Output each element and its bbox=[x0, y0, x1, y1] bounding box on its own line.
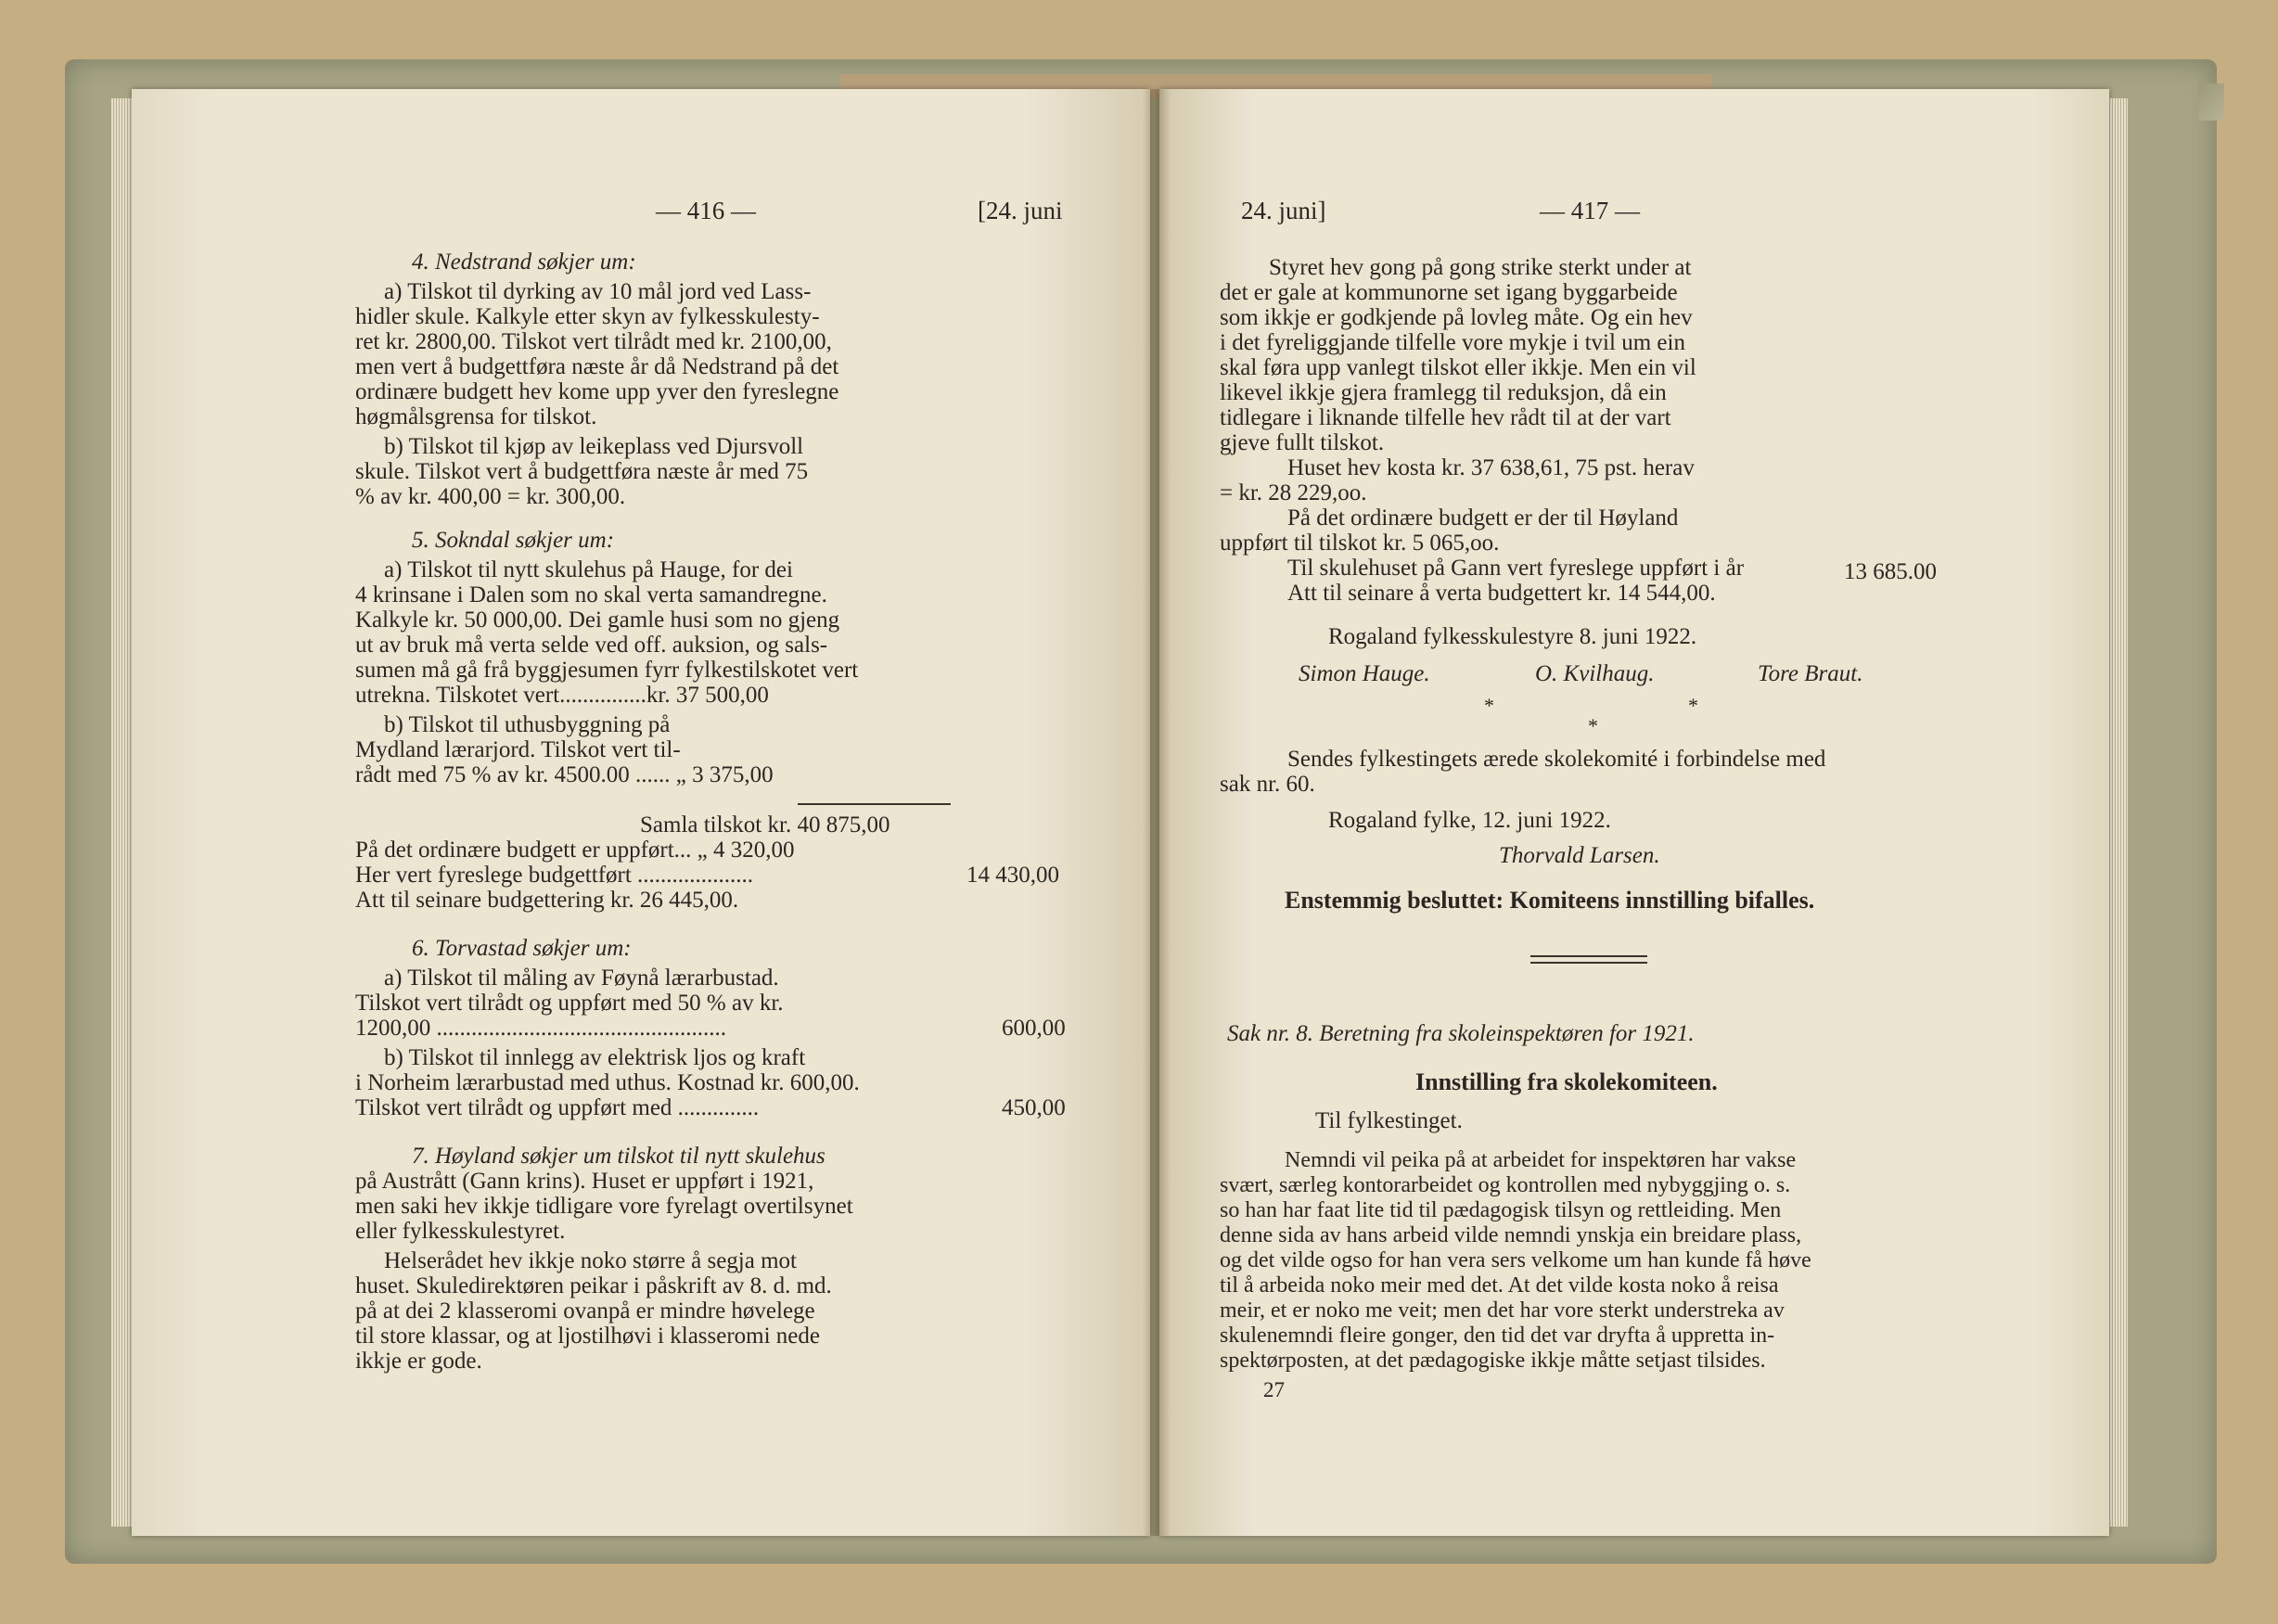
line: sak nr. 60. bbox=[1220, 772, 1315, 797]
section-6-heading: 6. Torvastad søkjer um: bbox=[412, 936, 632, 961]
line: På det ordinære budgett er der til Høyland bbox=[1287, 505, 1679, 531]
line: i Norheim lærarbustad med uthus. Kostnad kr. 600,00. bbox=[355, 1070, 860, 1095]
line: spektørposten, at det pædagogiske ikkje måtte setjast tilsides. bbox=[1220, 1349, 1766, 1373]
line: utrekna. Tilskotet vert...............kr. 37 500,00 bbox=[355, 683, 769, 708]
line: gjeve fullt tilskot. bbox=[1220, 430, 1385, 455]
right-page-number: — 417 — bbox=[1540, 197, 1640, 224]
addressee: Til fylkestinget. bbox=[1315, 1108, 1463, 1133]
divider bbox=[1530, 962, 1647, 964]
line: 4 krinsane i Dalen som no skal verta samandregne. bbox=[355, 582, 827, 607]
line: 1200,00 .................................................. bbox=[355, 1016, 726, 1041]
right-page-edges bbox=[2107, 98, 2128, 1527]
line: Sendes fylkestingets ærede skolekomité i forbindelse med bbox=[1287, 747, 1826, 772]
signature-mark: 27 bbox=[1263, 1378, 1285, 1401]
board-date: Rogaland fylkesskulestyre 8. juni 1922. bbox=[1328, 624, 1697, 649]
line: Tilskot vert tilrådt og uppført med .............. bbox=[355, 1095, 760, 1120]
line: Helserådet hev ikkje noko større å segja mot bbox=[384, 1248, 797, 1273]
line: til store klassar, og at ljostilhøvi i klasseromi nede bbox=[355, 1323, 821, 1349]
sum-rule bbox=[798, 803, 951, 805]
line: det er gale at kommunorne set igang byggarbeide bbox=[1220, 280, 1678, 305]
amount: 14 430,00 bbox=[966, 863, 1059, 888]
line: = kr. 28 229,oo. bbox=[1220, 480, 1367, 505]
line: likevel ikkje gjera framlegg til reduksjon, då ein bbox=[1220, 380, 1667, 405]
line: ut av bruk må verta selde ved off. auksion, og sals- bbox=[355, 633, 828, 658]
line: a) Tilskot til måling av Føynå lærarbustad. bbox=[384, 965, 779, 991]
line: sumen må gå frå byggjesumen fyrr fylkestilskotet vert bbox=[355, 658, 859, 683]
line: Nemndi vil peika på at arbeidet for inspektøren har vakse bbox=[1285, 1148, 1797, 1172]
line: skal føra upp vanlegt tilskot eller ikkje. Men ein vil bbox=[1220, 355, 1696, 380]
left-page-number: — 416 — bbox=[656, 197, 756, 224]
line: % av kr. 400,00 = kr. 300,00. bbox=[355, 484, 626, 509]
line: ret kr. 2800,00. Tilskot vert tilrådt med kr. 2100,00, bbox=[355, 329, 832, 354]
line: som ikkje er godkjende på lovleg måte. Og ein hev bbox=[1220, 305, 1693, 330]
line: a) Tilskot til dyrking av 10 mål jord ved Lass- bbox=[384, 279, 812, 304]
divider bbox=[1530, 955, 1647, 957]
line: høgmålsgrensa for tilskot. bbox=[355, 404, 597, 429]
line: Tilskot vert tilrådt og uppført med 50 % av kr. bbox=[355, 991, 784, 1016]
line: men saki hev ikkje tidligare vore fyrelagt overtilsynet bbox=[355, 1194, 853, 1219]
line: denne sida av hans arbeid vilde nemndi ynskja ein breidare plass, bbox=[1220, 1223, 1802, 1247]
signature-2: O. Kvilhaug. bbox=[1535, 661, 1655, 686]
signature-3: Tore Braut. bbox=[1758, 661, 1863, 686]
section-7-heading: 7. Høyland søkjer um tilskot til nytt skulehus bbox=[412, 1144, 825, 1169]
left-running-head: [24. juni bbox=[978, 197, 1063, 224]
line: tidlegare i liknande tilfelle hev rådt til at der vart bbox=[1220, 405, 1671, 430]
signer: Thorvald Larsen. bbox=[1499, 843, 1660, 868]
line: skulenemndi fleire gonger, den tid det var dryfta å uppretta in- bbox=[1220, 1323, 1775, 1348]
line: på Austrått (Gann krins). Huset er uppført i 1921, bbox=[355, 1169, 814, 1194]
line: På det ordinære budgett er uppført... „ 4 320,00 bbox=[355, 838, 795, 863]
line: 4. Nedstrand søkjer um: bbox=[412, 249, 636, 275]
line: på at dei 2 klasseromi ovanpå er mindre høvelege bbox=[355, 1298, 815, 1323]
signature-1: Simon Hauge. bbox=[1299, 661, 1430, 686]
amount: 13 685.00 bbox=[1844, 559, 1937, 584]
line: svært, særleg kontorarbeidet og kontrollen med nybyggjing o. s. bbox=[1220, 1173, 1791, 1197]
asterisk: * bbox=[1484, 694, 1494, 717]
line: meir, et er noko me veit; men det har vore sterkt understreka av bbox=[1220, 1298, 1785, 1323]
line: til å arbeida noko meir med det. At det vilde kosta noko å reisa bbox=[1220, 1273, 1779, 1298]
committee-heading: Innstilling fra skolekomiteen. bbox=[1415, 1068, 1718, 1095]
line: ikkje er gode. bbox=[355, 1349, 482, 1374]
amount: 600,00 bbox=[1002, 1016, 1066, 1041]
line: men vert å budgettføra næste år då Nedstrand på det bbox=[355, 354, 839, 379]
line: Att til seinare budgettering kr. 26 445,00. bbox=[355, 888, 739, 913]
line: b) Tilskot til uthusbyggning på bbox=[384, 712, 671, 737]
gutter-shadow bbox=[1143, 89, 1171, 1536]
line: og det vilde ogso for han vera sers velkome um han kunde få høve bbox=[1220, 1248, 1811, 1272]
line: i det fyreliggjande tilfelle vore mykje i tvil um ein bbox=[1220, 330, 1685, 355]
resolution: Enstemmig besluttet: Komiteens innstilling bifalles. bbox=[1285, 887, 1815, 914]
line: Mydland lærarjord. Tilskot vert til- bbox=[355, 737, 681, 762]
line: a) Tilskot til nytt skulehus på Hauge, for dei bbox=[384, 557, 793, 582]
line: Til skulehuset på Gann vert fyreslege uppført i år bbox=[1287, 556, 1745, 581]
line: ordinære budgett hev kome upp yver den fyreslegne bbox=[355, 379, 839, 404]
line: Huset hev kosta kr. 37 638,61, 75 pst. herav bbox=[1287, 455, 1695, 480]
right-running-head: 24. juni] bbox=[1241, 197, 1326, 224]
line: b) Tilskot til kjøp av leikeplass ved Djursvoll bbox=[384, 434, 804, 459]
line: skule. Tilskot vert å budgettføra næste år med 75 bbox=[355, 459, 809, 484]
line: huset. Skuledirektøren peikar i påskrift av 8. d. md. bbox=[355, 1273, 832, 1298]
line: hidler skule. Kalkyle etter skyn av fylkesskulesty- bbox=[355, 304, 820, 329]
asterisk: * bbox=[1588, 714, 1598, 737]
section-4-heading bbox=[412, 250, 1126, 275]
line: eller fylkesskulestyret. bbox=[355, 1219, 566, 1244]
line: Kalkyle kr. 50 000,00. Dei gamle husi som no gjeng bbox=[355, 607, 840, 633]
sum-line: Samla tilskot kr. 40 875,00 bbox=[640, 812, 890, 838]
asterisk: * bbox=[1688, 694, 1698, 717]
section-5-heading: 5. Sokndal søkjer um: bbox=[412, 528, 615, 553]
line: uppført til tilskot kr. 5 065,oo. bbox=[1220, 531, 1500, 556]
county-date: Rogaland fylke, 12. juni 1922. bbox=[1328, 808, 1611, 833]
line: b) Tilskot til innlegg av elektrisk ljos og kraft bbox=[384, 1045, 806, 1070]
left-page-edges bbox=[111, 98, 134, 1527]
line: rådt med 75 % av kr. 4500.00 ...... „ 3 375,00 bbox=[355, 762, 774, 787]
case-heading: Sak nr. 8. Beretning fra skoleinspektøren for 1921. bbox=[1227, 1021, 1695, 1046]
line: Styret hev gong på gong strike sterkt under at bbox=[1269, 255, 1692, 280]
line: Att til seinare å verta budgettert kr. 14 544,00. bbox=[1287, 581, 1716, 606]
cover-corner bbox=[2198, 83, 2224, 121]
line: Her vert fyreslege budgettført .................... bbox=[355, 863, 754, 888]
line: so han har faat lite tid til pædagogisk tilsyn og rettleiding. Men bbox=[1220, 1198, 1782, 1222]
amount: 450,00 bbox=[1002, 1095, 1066, 1120]
